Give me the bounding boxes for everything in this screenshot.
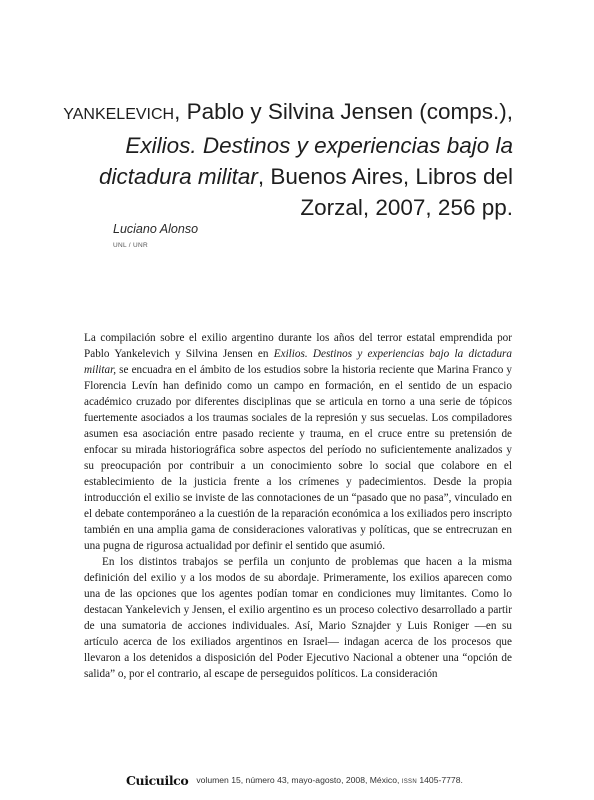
review-title xyxy=(53,96,513,223)
article-body xyxy=(84,330,512,682)
reviewer-affiliation: UNL / UNR xyxy=(113,242,148,249)
book-title: Exilios. Destinos y experiencias bajo la dictadura militar xyxy=(99,133,513,189)
title-authors: , Pablo y Silvina Jensen (comps.), xyxy=(174,99,513,124)
paragraph-1-lead: La compilación sobre el exilio argentino durante los años del terror estatal emprendida por Pablo Yankelevich y Silvina Jensen en xyxy=(84,332,512,360)
publication-details: , Buenos Aires, Libros del Zorzal, 2007, 256 pp. xyxy=(257,164,513,220)
paragraph-2: En los distintos trabajos se perfila un conjunto de problemas que hacen a la misma definición del exilio y a los modos de su abordaje. Primeramente, los exilios aparecen como una de las opciones que los agentes podían tomar en condiciones muy limitantes. Como lo destacan Yankelevich y Jensen, el exilio argentino es un proceso colectivo desarrollado a partir de una sumatoria de acciones individuales. Así, Mario Sznajder y Luis Roniger —en su artículo acerca de los exiliados argentinos en Israel— indagan acerca de los procesos que llevaron a los detenidos a disposición del Poder Ejecutivo Nacional a obtener una “opción de salida” o, por el contrario, al escape de perseguidos políticos. La consideración xyxy=(84,556,512,680)
issn-number: 1405-7778. xyxy=(419,775,463,785)
issn-label: ISSN xyxy=(401,779,417,785)
reviewer-name: Luciano Alonso xyxy=(113,222,199,236)
journal-logo: Cuicuilco xyxy=(126,772,189,788)
paragraph-1 xyxy=(84,330,512,554)
author-surname: YANKELEVICH xyxy=(63,106,175,123)
footer-citation xyxy=(196,775,463,785)
citation-text: volumen 15, número 43, mayo-agosto, 2008, México, xyxy=(196,775,400,785)
paragraph-1-italic-title: Exilios. Destinos y experiencias bajo la dictadura militar, xyxy=(84,348,512,376)
paragraph-1-rest: se encuadra en el ámbito de los estudios sobre la historia reciente que Marina Franco y Florencia Levín han definido como un campo en formación, en el sentido de un espacio académico cruzado por diferentes disciplinas que se articula en torno a una serie de tópicos fuertemente asociados a los traumas sociales de la represión y sus secuelas. Los compiladores asumen esa asociación entre pasado reciente y trauma, en el cruce entre su pretensión de enfocar su mirada historiográfica sobre aspectos del período no suficientemente analizados y su preocupación por contribuir a un conocimiento sobre lo social que colabore en el establecimiento de la justicia frente a los crímenes y padecimientos. Desde la propia introducción el exilio se inviste de las connotaciones de un “pasado que no pasa”, vinculado en el debate contemporáneo a la cuestión de la reparación económica a los exiliados pero inscripto también en una amplia gama de consideraciones valorativas y políticas, que se entrecruzan en una pugna de rigurosa actualidad por definir el sentido que asumió. xyxy=(84,364,512,552)
page-footer xyxy=(126,770,526,790)
